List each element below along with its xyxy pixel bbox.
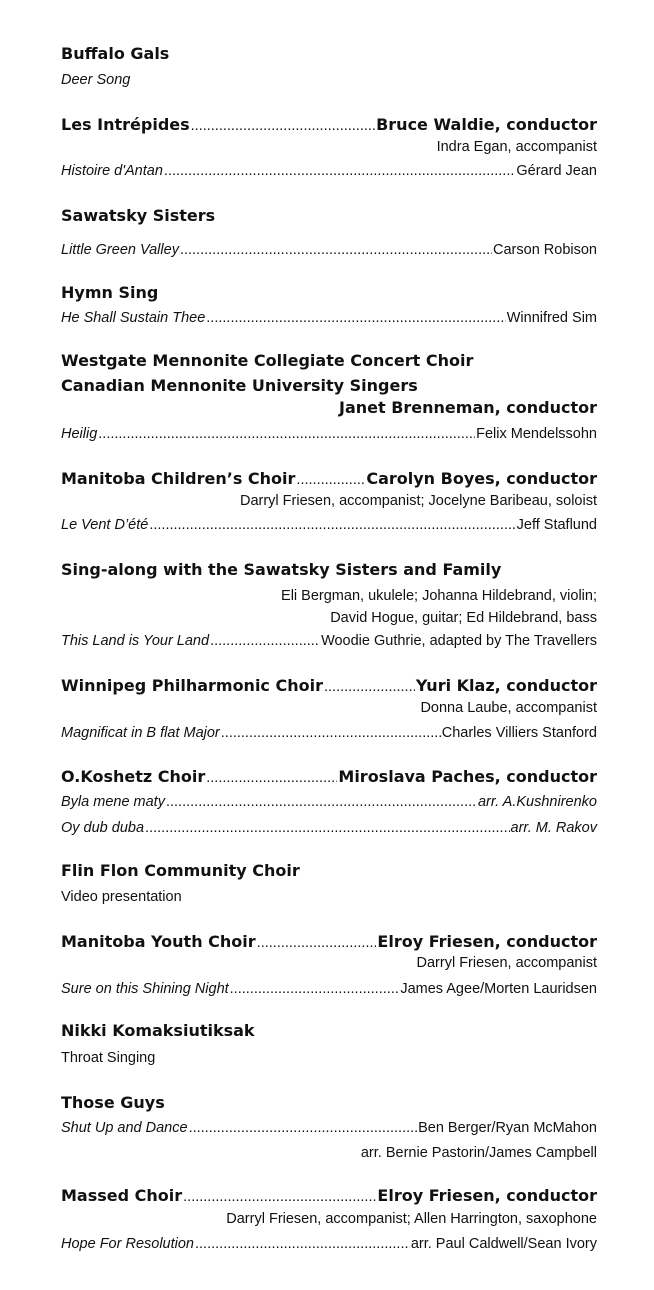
piece-title: Magnificat in B flat Major — [61, 725, 220, 741]
dot-leader — [324, 677, 415, 697]
piece-line — [61, 632, 597, 650]
composer: James Agee/Morten Lauridsen — [400, 981, 597, 997]
composer: arr. A.Kushnirenko — [477, 794, 597, 810]
accompanist-line: Indra Egan, accompanist — [436, 139, 597, 155]
composer: arr. M. Rakov — [510, 820, 597, 836]
composer: arr. Paul Caldwell/Sean Ivory — [410, 1236, 597, 1252]
dot-leader — [221, 724, 441, 742]
composer: Gérard Jean — [516, 163, 597, 179]
item-title: Buffalo Gals — [61, 44, 170, 63]
piece-line — [61, 793, 597, 811]
piece-title: Little Green Valley — [61, 242, 179, 258]
dot-leader — [206, 768, 337, 788]
item-title: Hymn Sing — [61, 283, 159, 302]
conductor-line — [61, 469, 597, 490]
item-title: Manitoba Youth Choir — [61, 932, 256, 951]
dot-leader — [206, 309, 505, 327]
dot-leader — [183, 1187, 376, 1207]
piece-line — [61, 724, 597, 742]
item-title: Nikki Komaksiutiksak — [61, 1021, 255, 1040]
piece-title: Hope For Resolution — [61, 1236, 194, 1252]
conductor-name: Bruce Waldie, conductor — [376, 115, 597, 134]
dot-leader — [180, 241, 492, 259]
item-title: Manitoba Children’s Choir — [61, 469, 296, 488]
composer: Carson Robison — [493, 242, 597, 258]
accompanist-line: Donna Laube, accompanist — [420, 700, 597, 716]
piece-title: Shut Up and Dance — [61, 1120, 188, 1136]
piece-line — [61, 980, 597, 998]
credits-line: Eli Bergman, ukulele; Johanna Hildebrand, violin; — [281, 588, 597, 604]
item-title: Massed Choir — [61, 1186, 183, 1205]
accompanist-line: Darryl Friesen, accompanist — [416, 955, 597, 971]
credits-line: Darryl Friesen, accompanist; Allen Harrington, saxophone — [226, 1211, 597, 1227]
conductor-name: Yuri Klaz, conductor — [415, 676, 597, 695]
piece-line — [61, 1235, 597, 1253]
composer: Charles Villiers Stanford — [441, 725, 597, 741]
dot-leader — [210, 632, 320, 650]
item-note: Video presentation — [61, 889, 182, 905]
piece-line — [61, 162, 597, 180]
item-title: Sawatsky Sisters — [61, 206, 216, 225]
item-title: Flin Flon Community Choir — [61, 861, 300, 880]
dot-leader — [296, 470, 365, 490]
dot-leader — [230, 980, 400, 998]
item-note: Throat Singing — [61, 1050, 156, 1066]
composer: Jeff Staflund — [516, 517, 597, 533]
item-title: Those Guys — [61, 1093, 165, 1112]
conductor-name: Elroy Friesen, conductor — [377, 932, 597, 951]
dot-leader — [257, 933, 377, 953]
item-title: Les Intrépides — [61, 115, 190, 134]
piece-title: Histoire d'Antan — [61, 163, 163, 179]
piece-line — [61, 241, 597, 259]
conductor-line — [61, 676, 597, 697]
item-title: Winnipeg Philharmonic Choir — [61, 676, 323, 695]
piece-line — [61, 516, 597, 534]
arranger-line: arr. Bernie Pastorin/James Campbell — [360, 1145, 597, 1161]
piece-line — [61, 309, 597, 327]
dot-leader — [191, 116, 375, 136]
item-title: Sing-along with the Sawatsky Sisters and Family — [61, 560, 502, 579]
piece-title: This Land is Your Land — [61, 633, 210, 649]
piece-title: Deer Song — [61, 72, 131, 88]
dot-leader — [145, 819, 509, 837]
composer: Ben Berger/Ryan McMahon — [418, 1120, 597, 1136]
conductor-name: Miroslava Paches, conductor — [338, 767, 597, 786]
conductor-line — [61, 932, 597, 953]
composer: Felix Mendelssohn — [476, 426, 597, 442]
piece-title: Le Vent D’été — [61, 517, 149, 533]
conductor-name: Elroy Friesen, conductor — [377, 1186, 597, 1205]
item-title: Westgate Mennonite Collegiate Concert Choir — [61, 351, 474, 370]
item-title: O.Koshetz Choir — [61, 767, 206, 786]
dot-leader — [149, 516, 515, 534]
conductor-name: Janet Brenneman, conductor — [338, 398, 597, 417]
credits-line: David Hogue, guitar; Ed Hildebrand, bass — [330, 610, 597, 626]
conductor-line — [61, 115, 597, 136]
piece-line — [61, 819, 597, 837]
piece-title: Sure on this Shining Night — [61, 981, 229, 997]
piece-line — [61, 425, 597, 443]
piece-line — [61, 1119, 597, 1137]
credits-line: Darryl Friesen, accompanist; Jocelyne Baribeau, soloist — [239, 493, 597, 509]
piece-title: He Shall Sustain Thee — [61, 310, 206, 326]
composer: Woodie Guthrie, adapted by The Travellers — [321, 633, 597, 649]
conductor-line — [61, 1186, 597, 1207]
conductor-name: Carolyn Boyes, conductor — [366, 469, 597, 488]
composer: Winnifred Sim — [506, 310, 597, 326]
dot-leader — [164, 162, 515, 180]
piece-title: Byla mene maty — [61, 794, 165, 810]
dot-leader — [166, 793, 477, 811]
item-title: Canadian Mennonite University Singers — [61, 376, 418, 395]
piece-title: Heilig — [61, 426, 98, 442]
dot-leader — [189, 1119, 418, 1137]
dot-leader — [195, 1235, 410, 1253]
dot-leader — [98, 425, 475, 443]
conductor-line — [61, 767, 597, 788]
piece-title: Oy dub duba — [61, 820, 145, 836]
